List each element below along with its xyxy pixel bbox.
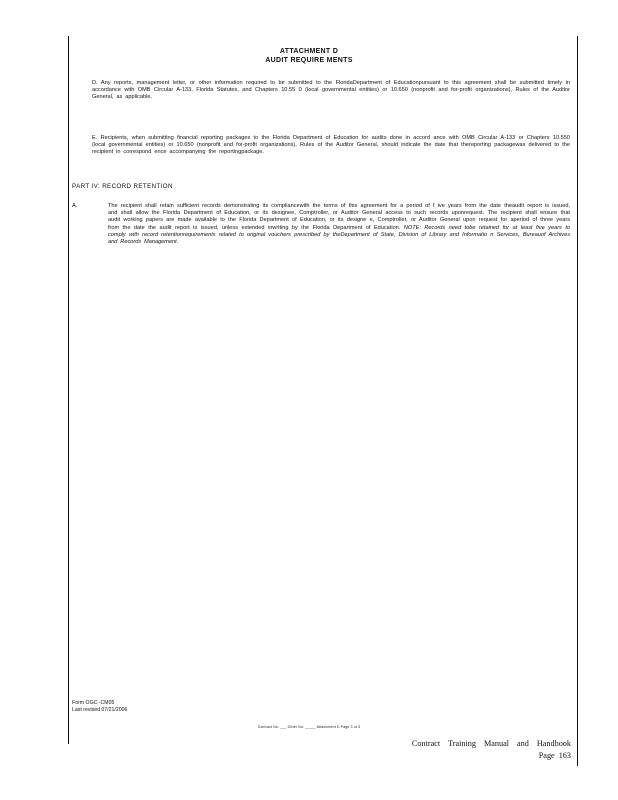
left-margin-rule	[68, 36, 69, 744]
page-number: Page 163	[538, 751, 571, 760]
right-margin-rule	[577, 36, 578, 766]
item-a-body: The recipient shall retain sufficient records demonstrating its compliancewith the terms of this agreement for a period of f ive years from the date theaudit report is issued, and shall allow the Florida Department of Education, or its designee, Comptroller, or Auditor General access to such records uponrequest. The recipient shall ensure that audit working papers are made available to the Florida Department of Education, or its designe e, Comptroller, or Auditor General upon request for aperiod of three years from the date the audit report is issued, unless extended inwriting by the Florida Department of Education.	[108, 203, 570, 231]
item-a-label: A.	[72, 203, 78, 209]
paragraph-d: D. Any reports, management letter, or other information required to be submitted to the FloridaDepartment of Educationpursuant to this agreement shall be submitted timely in accordance with OMB Circular A-133, Florida Statutes, and Chapters 10.55 0 (local governmental entities) or 10.650 (nonprofit and for-profit organizations), Rules of the Auditor General, as applicable.	[92, 80, 570, 101]
contract-line: Contract No: ___ Other No: _____ Attachment D Page 3 of 3	[257, 725, 361, 729]
paragraph-e: E. Recipients, when submitting financial reporting packages to the Florida Department of Education for audits done in accord ance with OMB Circular A-133 or Chapters 10.550 (local governmental entities) or 10.650 (nonprofit and for-profit organizations), Rules of the Auditor General, should indicate the date that thereporting packagewas delivered to the recipient in correspond ence accompanying the reportingpackage.	[92, 135, 570, 156]
attachment-subtitle: AUDIT REQUIRE MENTS	[265, 57, 353, 64]
attachment-title: ATTACHMENT D	[279, 48, 339, 55]
form-number: Form OGC -CM05	[72, 700, 115, 706]
part-iv-heading: PART IV: RECORD RETENTION	[72, 183, 173, 190]
last-revised: Last revised 07/21/2006	[72, 707, 128, 713]
item-a-text	[108, 203, 570, 246]
manual-title: Contract Training Manual and Handbook	[411, 739, 571, 748]
item-a-note: NOTE: Records need tobe retained for at least five years to comply with record retentionrequirements related to original vouchers prescribed by theDepartment of State, Division of Library and Informatio n Services, Bureauof Archives and Records Management.	[108, 224, 570, 246]
